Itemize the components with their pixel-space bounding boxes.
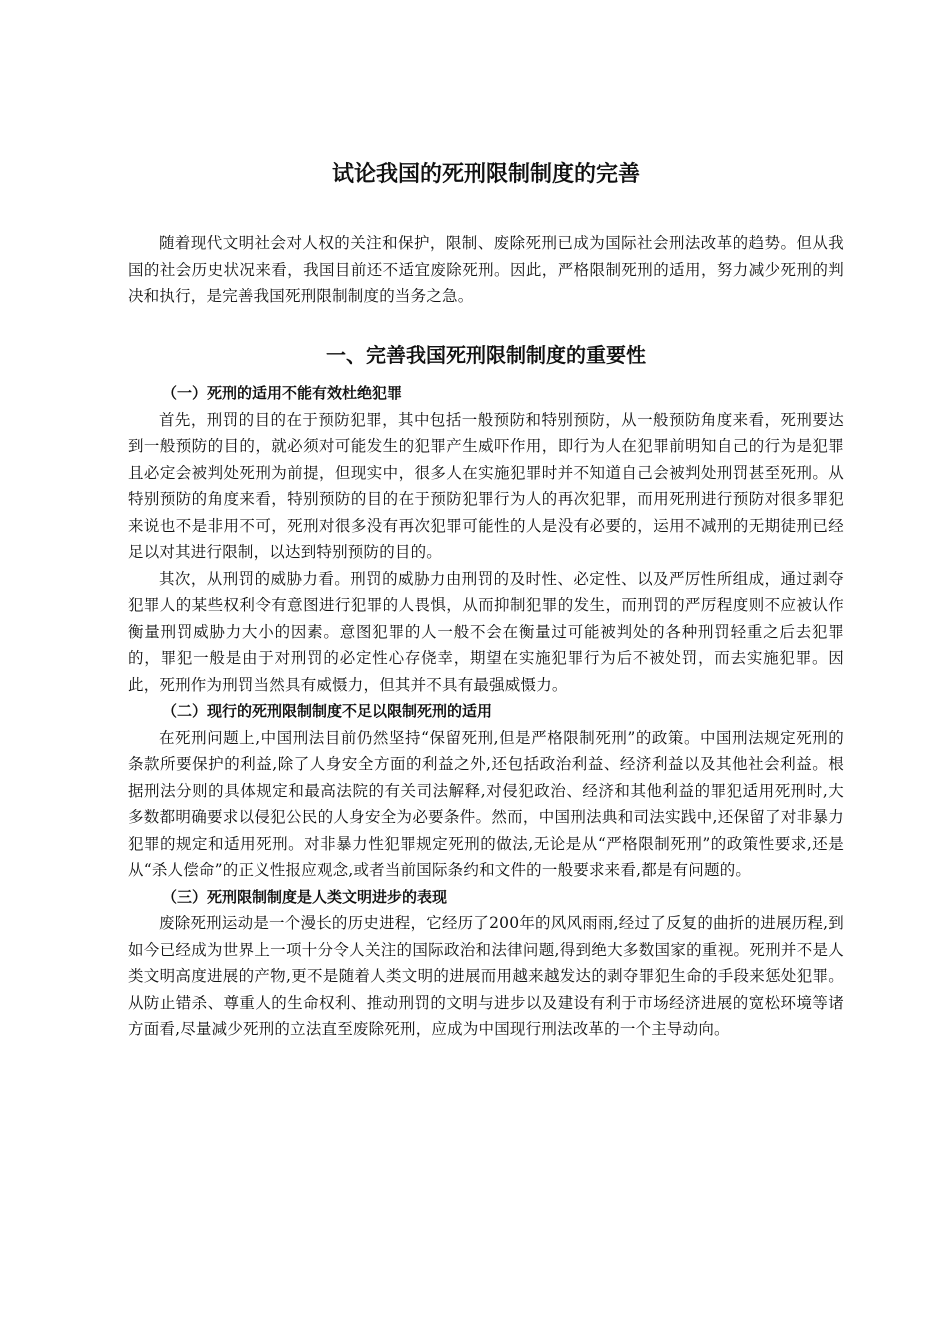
- subsection-heading-2: （二）现行的死刑限制制度不足以限制死刑的适用: [162, 702, 493, 720]
- intro-section: [128, 230, 844, 310]
- document-title: 试论我国的死刑限制制度的完善: [331, 162, 640, 187]
- paragraph-3-1: 废除死刑运动是一个漫长的历史进程，它经历了200年的风风雨雨,经过了反复的曲折的进展历程,到如今已经成为世界上一项十分令人关注的国际政治和法律问题,得到绝大多数国家的重视。死刑并不是人类文明高度进展的产物,更不是随着人类文明的进展而用越来越发达的剥夺罪犯生命的手段来惩处犯罪。从防止错杀、尊重人的生命权利、推动刑罚的文明与进步以及建设有利于市场经济进展的宽松环境等诸方面看,尽量减少死刑的立法直至废除死刑，应成为中国现行刑法改革的一个主导动向。: [128, 914, 844, 1038]
- paragraph-2-1: 在死刑问题上,中国刑法目前仍然坚持“保留死刑,但是严格限制死刑”的政策。中国刑法规定死刑的条款所要保护的利益,除了人身安全方面的利益之外,还包括政治利益、经济利益以及其他社会利益。根据刑法分则的具体规定和最高法院的有关司法解释,对侵犯政治、经济和其他利益的罪犯适用死刑时,大多数都明确要求以侵犯公民的人身安全为必要条件。然而，中国刑法典和司法实践中,还保留了对非暴力犯罪的规定和适用死刑。对非暴力性犯罪规定死刑的做法,无论是从“严格限制死刑”的政策性要求,还是从“杀人偿命”的正义性报应观念,或者当前国际条约和文件的一般要求来看,都是有问题的。: [128, 728, 844, 879]
- section-heading-1: 一、完善我国死刑限制制度的重要性: [326, 343, 646, 367]
- subsection-heading-3: （三）死刑限制制度是人类文明进步的表现: [162, 887, 448, 906]
- section-1-body: [128, 380, 844, 1043]
- subsection-heading-1: （一）死刑的适用不能有效杜绝犯罪: [162, 384, 403, 402]
- paragraph-1-1: 首先，刑罚的目的在于预防犯罪，其中包括一般预防和特别预防，从一般预防角度来看，死刑要达到一般预防的目的，就必须对可能发生的犯罪产生威吓作用，即行为人在犯罪前明知自己的行为是犯罪且必定会被判处死刑为前提，但现实中，很多人在实施犯罪时并不知道自己会被判处刑罚甚至死刑。从特别预防的角度来看，特别预防的目的在于预防犯罪行为人的再次犯罪，而用死刑进行预防对很多罪犯来说也不是非用不可，死刑对很多没有再次犯罪可能性的人是没有必要的，运用不减刑的无期徒刑已经足以对其进行限制，以达到特别预防的目的。: [128, 410, 844, 561]
- intro-paragraph: 随着现代文明社会对人权的关注和保护，限制、废除死刑已成为国际社会刑法改革的趋势。但从我国的社会历史状况来看，我国目前还不适宜废除死刑。因此，严格限制死刑的适用，努力减少死刑的判决和执行，是完善我国死刑限制制度的当务之急。: [128, 234, 844, 305]
- paragraph-1-2: 其次，从刑罚的威胁力看。刑罚的威胁力由刑罚的及时性、必定性、以及严厉性所组成，通过剥夺犯罪人的某些权利令有意图进行犯罪的人畏惧，从而抑制犯罪的发生，而刑罚的严厉程度则不应被认作衡量刑罚威胁力大小的因素。意图犯罪的人一般不会在衡量过可能被判处的各种刑罚轻重之后去犯罪的，罪犯一般是由于对刑罚的必定性心存侥幸，期望在实施犯罪行为后不被处罚，而去实施犯罪。因此，死刑作为刑罚当然具有威慑力，但其并不具有最强威慑力。: [128, 569, 844, 694]
